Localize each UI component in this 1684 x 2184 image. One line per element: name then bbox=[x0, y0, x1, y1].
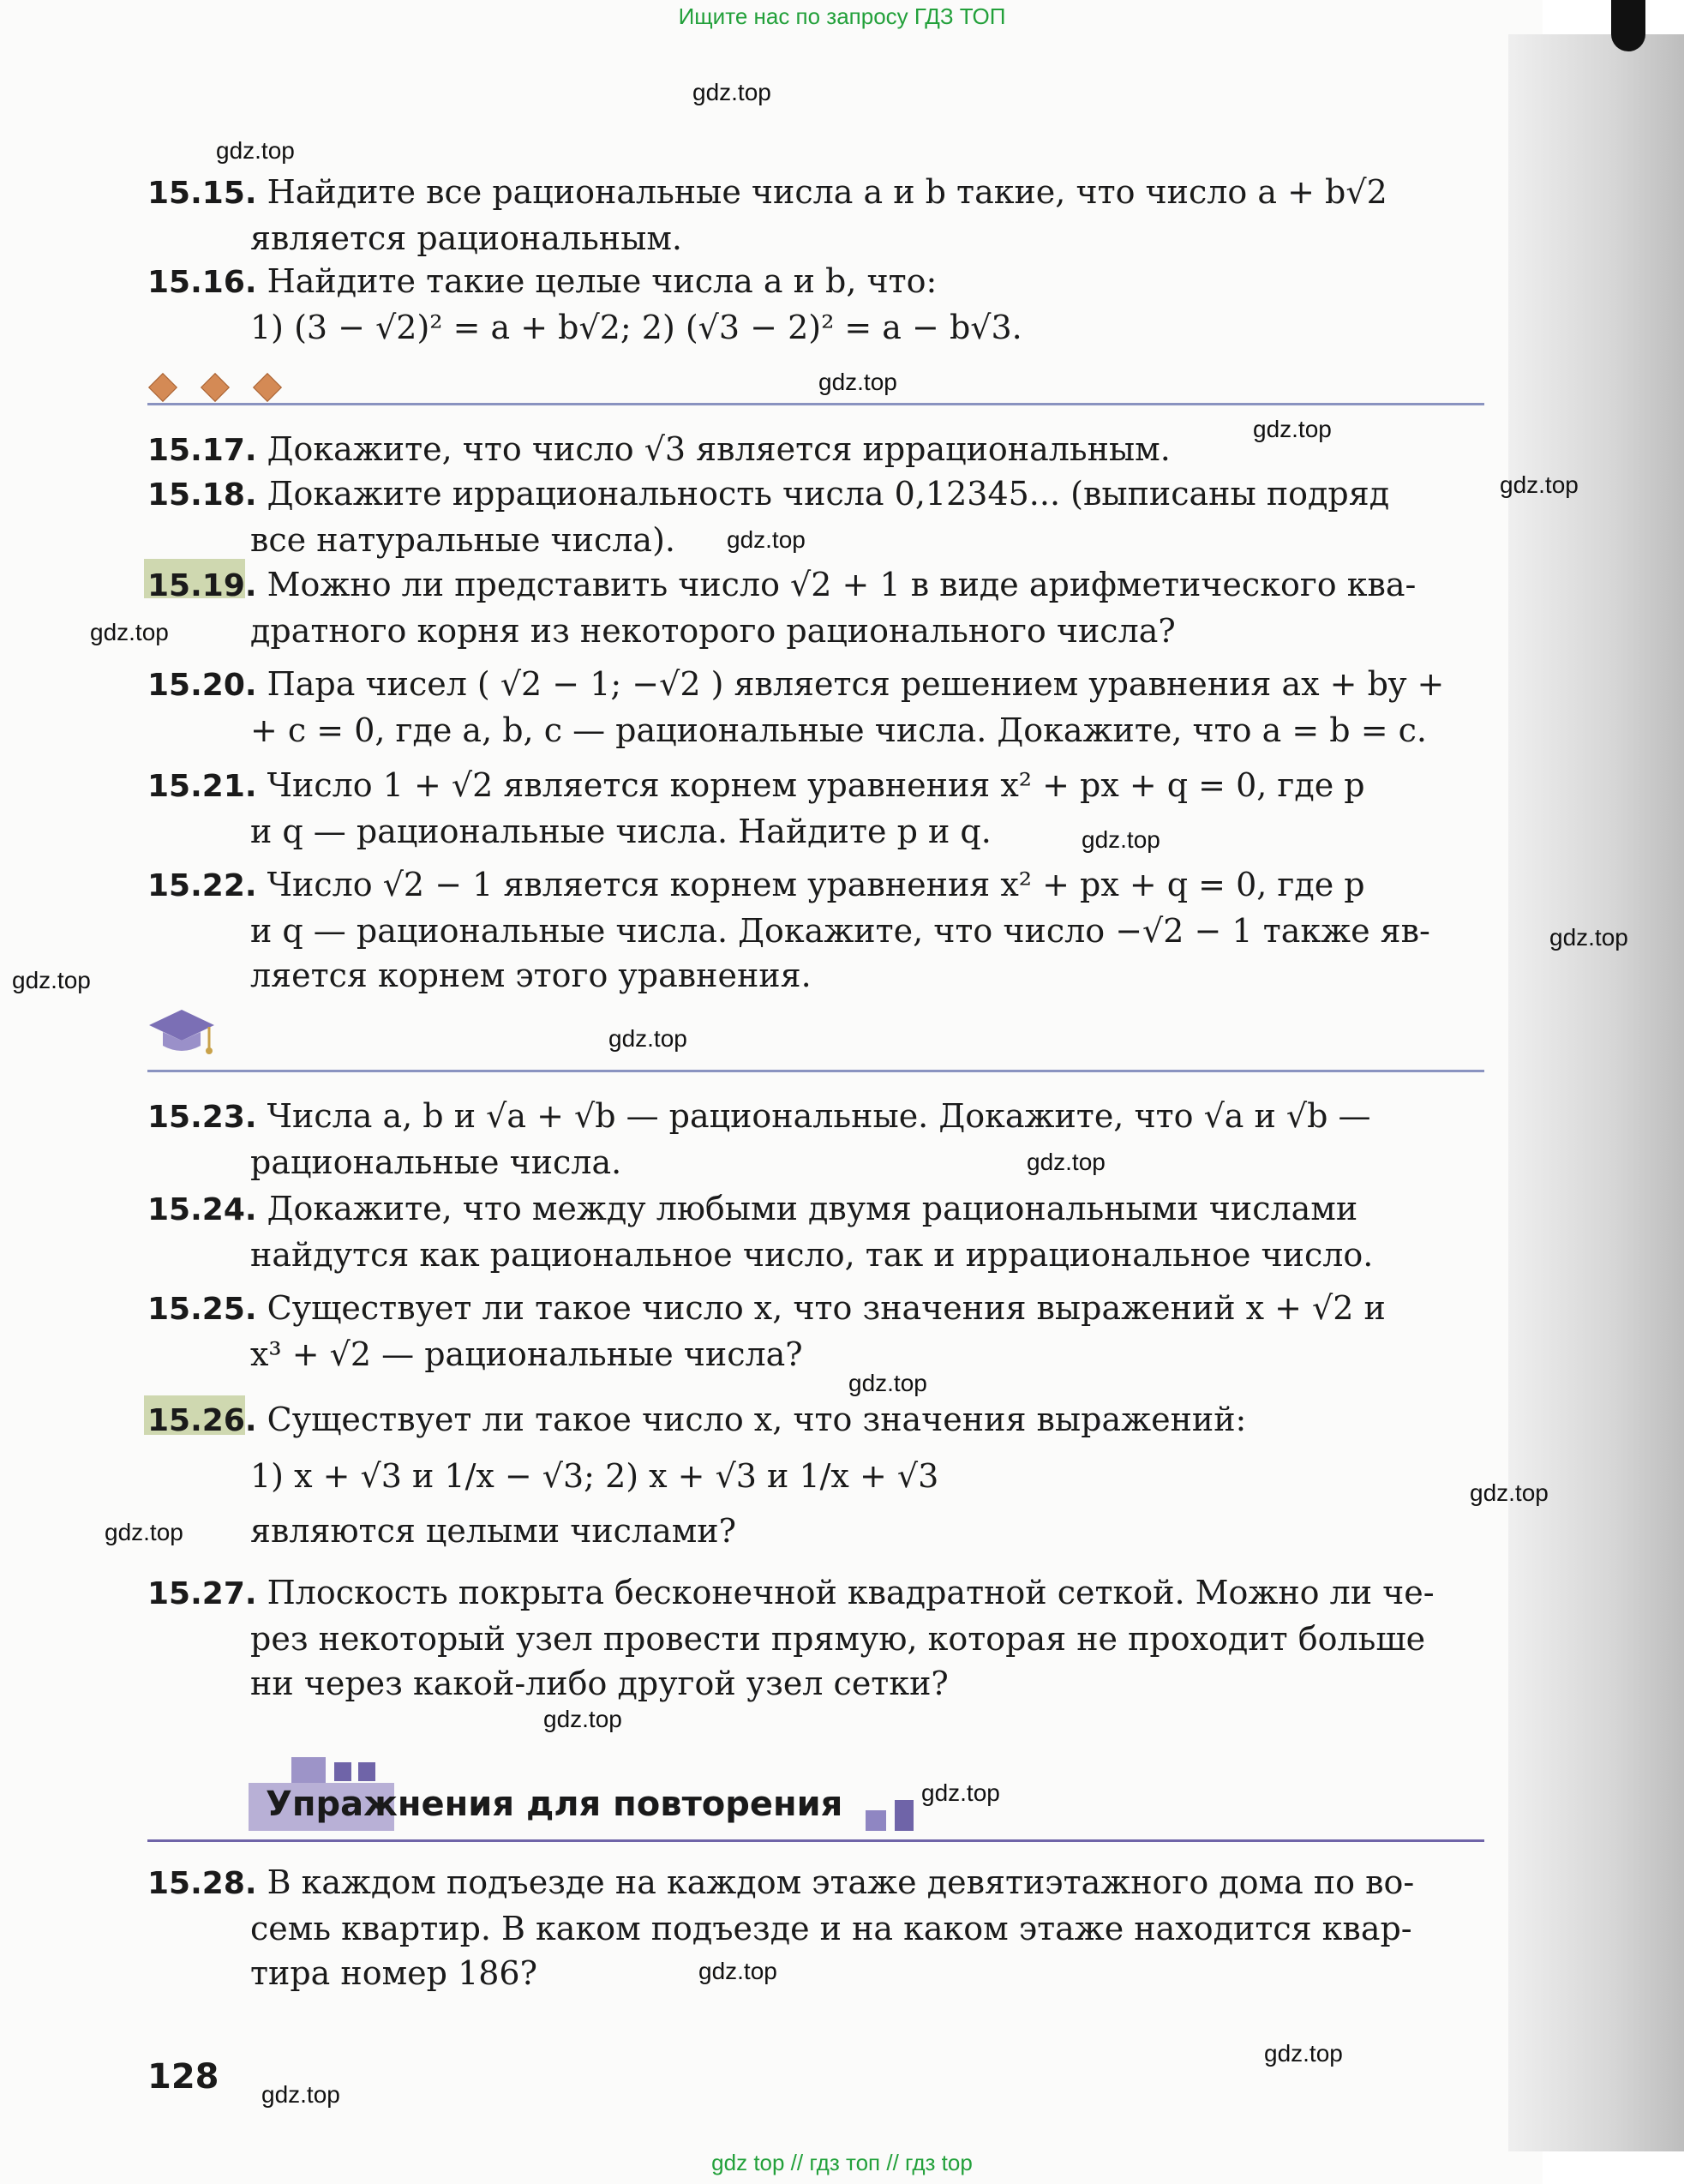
problem-number: 15.26. bbox=[147, 1403, 257, 1438]
watermark: gdz.top bbox=[727, 526, 806, 553]
problem-number: 15.22. bbox=[147, 868, 257, 903]
problem-number: 15.21. bbox=[147, 769, 257, 804]
problem-text: найдутся как рациональное число, так и иррациональное число. bbox=[250, 1236, 1374, 1274]
watermark: gdz.top bbox=[1500, 471, 1579, 498]
problem-number: 15.25. bbox=[147, 1292, 257, 1327]
difficulty-diamonds bbox=[153, 377, 305, 403]
problem-number: 15.27. bbox=[147, 1576, 257, 1611]
diamond-icon bbox=[253, 373, 282, 402]
page-number: 128 bbox=[147, 2057, 219, 2097]
watermark: gdz.top bbox=[692, 79, 771, 105]
problem-15-21 bbox=[147, 763, 1484, 854]
problem-number: 15.28. bbox=[147, 1866, 257, 1901]
problem-number: 15.17. bbox=[147, 433, 257, 468]
problem-text: Докажите, что между любыми двумя рациональными числами bbox=[267, 1190, 1358, 1227]
section-header-decoration bbox=[291, 1757, 326, 1783]
watermark: gdz.top bbox=[921, 1779, 1000, 1806]
problem-number: 15.15. bbox=[147, 176, 257, 211]
problem-text: является рациональным. bbox=[250, 219, 682, 257]
watermark: gdz.top bbox=[105, 1519, 183, 1545]
problem-number: 15.19. bbox=[147, 568, 257, 603]
watermark: gdz.top bbox=[12, 967, 91, 993]
problem-text: Существует ли такое число x, что значения выражений: bbox=[267, 1401, 1247, 1438]
problem-text: тира номер 186? bbox=[250, 1954, 537, 1992]
problem-text: дратного корня из некоторого рационального числа? bbox=[250, 612, 1176, 650]
section-divider bbox=[147, 403, 1484, 405]
watermark: gdz.top bbox=[608, 1025, 687, 1052]
watermark: gdz.top bbox=[216, 137, 295, 164]
problem-number: 15.24. bbox=[147, 1192, 257, 1227]
section-divider bbox=[147, 1839, 1484, 1842]
problem-text: семь квартир. В каком подъезде и на каком этаже находится квар- bbox=[250, 1910, 1412, 1947]
problem-text: рез некоторый узел провести прямую, которая не проходит больше bbox=[250, 1620, 1426, 1658]
problem-text: являются целыми числами? bbox=[250, 1512, 736, 1550]
problem-text: x³ + √2 — рациональные числа? bbox=[250, 1335, 803, 1373]
problem-15-22 bbox=[147, 862, 1484, 998]
section-header-decoration bbox=[334, 1762, 351, 1781]
problem-15-27 bbox=[147, 1570, 1484, 1706]
problem-text: и q — рациональные числа. Докажите, что число −√2 − 1 также яв- bbox=[250, 912, 1430, 950]
problem-15-16 bbox=[147, 259, 1484, 350]
section-header-decoration bbox=[866, 1810, 886, 1831]
problem-number: 15.20. bbox=[147, 668, 257, 703]
diamond-icon bbox=[148, 373, 177, 402]
problem-text: Числа a, b и √a + √b — рациональные. Докажите, что √a и √b — bbox=[267, 1097, 1371, 1135]
problem-text: Найдите все рациональные числа a и b такие, что число a + b√2 bbox=[267, 173, 1387, 211]
problem-text: Докажите иррациональность числа 0,12345... (выписаны подряд bbox=[267, 475, 1390, 513]
problem-text: Число 1 + √2 является корнем уравнения x² + px + q = 0, где p bbox=[267, 766, 1365, 804]
problem-15-28 bbox=[147, 1860, 1484, 1995]
section-divider bbox=[147, 1070, 1484, 1072]
problem-text: ляется корнем этого уравнения. bbox=[250, 957, 812, 994]
watermark: gdz.top bbox=[818, 369, 897, 395]
graduation-cap-icon bbox=[147, 1003, 216, 1063]
problem-15-15 bbox=[147, 170, 1484, 261]
problem-number: 15.18. bbox=[147, 477, 257, 513]
problem-text: 1) (3 − √2)² = a + b√2; 2) (√3 − 2)² = a − b√3. bbox=[250, 309, 1022, 346]
problem-15-19 bbox=[147, 562, 1484, 653]
section-header-decoration bbox=[358, 1762, 375, 1781]
problem-15-25 bbox=[147, 1286, 1484, 1377]
problem-text: Докажите, что число √3 является иррациональным. bbox=[267, 430, 1171, 468]
section-title: Упражнения для повторения bbox=[266, 1785, 843, 1824]
problem-text: рациональные числа. bbox=[250, 1143, 622, 1181]
watermark: gdz.top bbox=[1264, 2040, 1343, 2067]
watermark: gdz.top bbox=[1082, 826, 1160, 853]
top-banner[interactable]: Ищите нас по запросу ГДЗ ТОП bbox=[678, 3, 1006, 29]
problem-15-20 bbox=[147, 662, 1484, 753]
problem-text: Найдите такие целые числа a и b, что: bbox=[267, 262, 938, 300]
problem-text: Плоскость покрыта бесконечной квадратной сеткой. Можно ли че- bbox=[267, 1574, 1435, 1611]
problem-text: Можно ли представить число √2 + 1 в виде арифметического ква- bbox=[267, 566, 1417, 603]
problem-text: В каждом подъезде на каждом этаже девятиэтажного дома по во- bbox=[267, 1863, 1415, 1901]
bottom-banner[interactable]: gdz top // гдз топ // гдз top bbox=[711, 2150, 973, 2175]
problem-15-18 bbox=[147, 471, 1484, 562]
problem-text: Число √2 − 1 является корнем уравнения x² + px + q = 0, где p bbox=[267, 866, 1365, 903]
page-edge-shadow bbox=[1508, 34, 1684, 2151]
watermark: gdz.top bbox=[1470, 1479, 1549, 1506]
problem-number: 15.16. bbox=[147, 265, 257, 300]
problem-text: + c = 0, где a, b, c — рациональные числа. Докажите, что a = b = c. bbox=[250, 711, 1427, 749]
problem-15-17 bbox=[147, 427, 1484, 473]
problem-15-23 bbox=[147, 1094, 1484, 1185]
watermark: gdz.top bbox=[543, 1706, 622, 1732]
watermark: gdz.top bbox=[1253, 416, 1332, 442]
problem-number: 15.23. bbox=[147, 1100, 257, 1135]
watermark: gdz.top bbox=[848, 1370, 927, 1396]
problem-15-24 bbox=[147, 1186, 1484, 1277]
problem-text: и q — рациональные числа. Найдите p и q. bbox=[250, 813, 992, 850]
watermark: gdz.top bbox=[1027, 1149, 1106, 1175]
diamond-icon bbox=[201, 373, 230, 402]
problem-text: все натуральные числа). bbox=[250, 521, 675, 559]
problem-15-26 bbox=[147, 1397, 1484, 1553]
problem-text: 1) x + √3 и 1/x − √3; 2) x + √3 и 1/x + √3 bbox=[250, 1457, 939, 1495]
problem-text: ни через какой-либо другой узел сетки? bbox=[250, 1665, 949, 1702]
watermark: gdz.top bbox=[698, 1958, 777, 1984]
watermark: gdz.top bbox=[261, 2081, 340, 2108]
section-header-decoration bbox=[895, 1800, 914, 1831]
watermark: gdz.top bbox=[90, 619, 169, 645]
watermark: gdz.top bbox=[1549, 924, 1628, 951]
problem-text: Пара чисел ( √2 − 1; −√2 ) является решением уравнения ax + by + bbox=[267, 665, 1445, 703]
problem-text: Существует ли такое число x, что значения выражений x + √2 и bbox=[267, 1289, 1386, 1327]
